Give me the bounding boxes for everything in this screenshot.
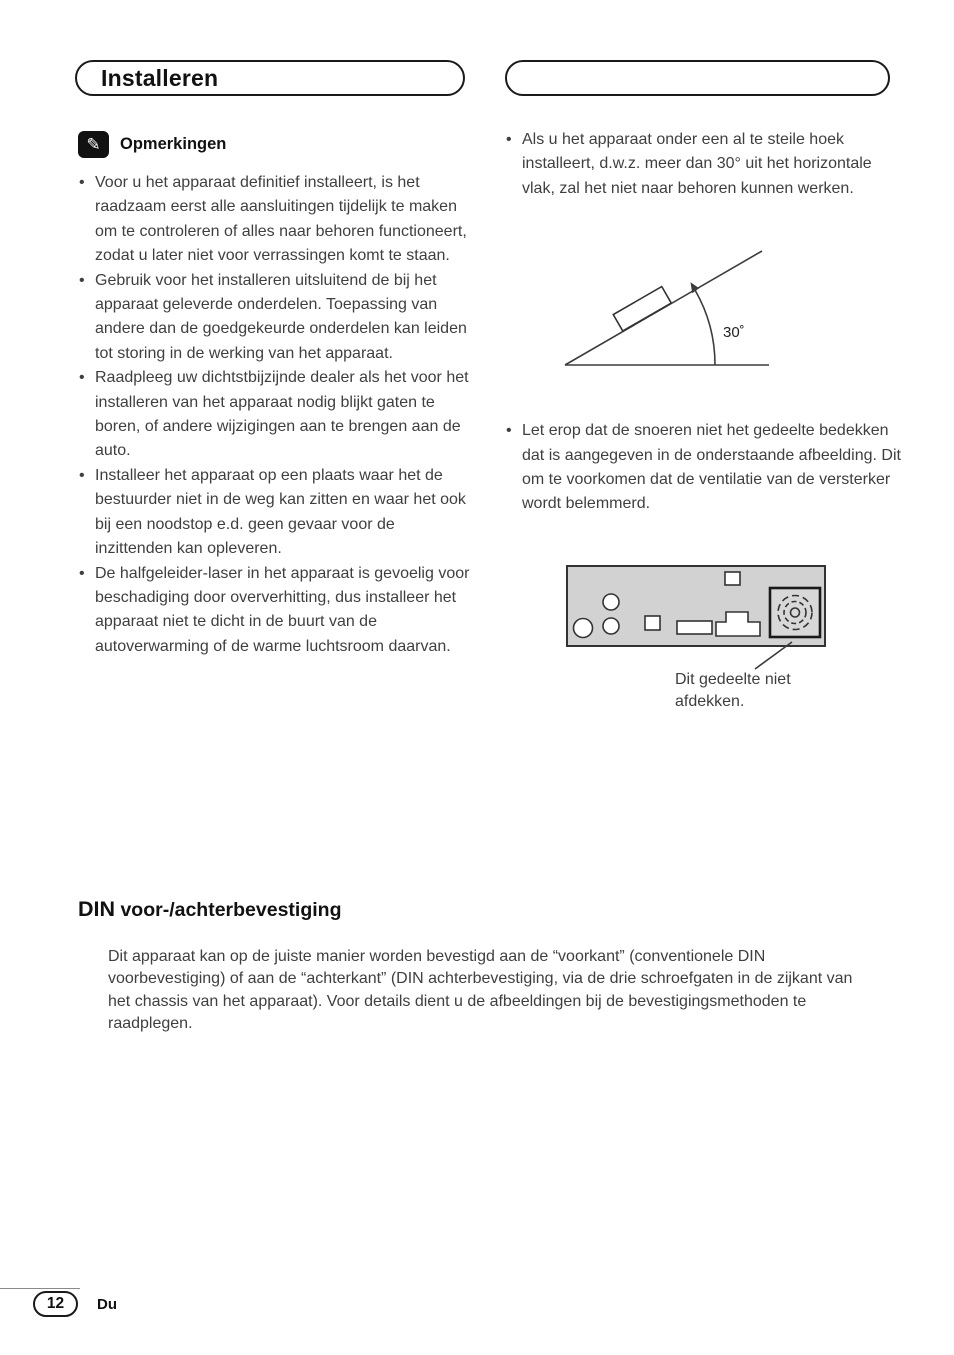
connector-round-2 xyxy=(603,618,619,634)
page-number: 12 xyxy=(46,1295,65,1312)
empty-title-box xyxy=(505,60,890,96)
right-column xyxy=(505,128,901,713)
notes-header xyxy=(78,131,474,158)
din-title-strong: DIN xyxy=(78,897,116,921)
notes-list-continued xyxy=(505,128,901,201)
angle-arc xyxy=(695,290,715,365)
din-section-title xyxy=(78,897,878,922)
connector-round-3 xyxy=(574,618,593,637)
left-column xyxy=(78,131,474,659)
list-item: • Installeer het apparaat op een plaats waar het de bestuurder niet in de weg kan zitten en waar het ook bij een noodstop e.d. geen gevaar voor de inzittenden kan opleveren. xyxy=(78,464,474,562)
pencil-note-icon: ✎ xyxy=(78,131,109,158)
notes-list xyxy=(78,171,474,659)
list-item: • Raadpleeg uw dichtstbijzijnde dealer als het voor het installeren van het apparaat nodig blijkt gaten te boren, of andere wijzigingen aan te brengen aan de auto. xyxy=(78,366,474,464)
connector-square-small xyxy=(645,616,660,630)
notes-list-continued-2 xyxy=(505,419,901,517)
angle-label: 30˚ xyxy=(723,324,745,342)
connector-square-top xyxy=(725,572,740,585)
connector-rect-wide xyxy=(677,621,712,634)
list-item: • De halfgeleider-laser in het apparaat is gevoelig voor beschadiging door oververhitting, dus installeer het apparaat niet te dicht in de buurt van de autoverwarming of de warme luchtsroom daarvan. xyxy=(78,562,474,660)
language-code: Du xyxy=(97,1296,117,1313)
list-item: • Let erop dat de snoeren niet het gedeelte bedekken dat is aangegeven in de onderstaande afbeelding. Dit om te voorkomen dat de ventilatie van de versterker wordt belemmerd. xyxy=(505,419,901,517)
notes-label: Opmerkingen xyxy=(120,135,227,153)
footer-rule xyxy=(0,1288,80,1289)
section-title-box xyxy=(75,60,465,96)
list-item: • Voor u het apparaat definitief installeert, is het raadzaam eerst alle aansluitingen tijdelijk te maken om te controleren of alles naar behoren functioneert, zodat u later niet voor verrassingen komt te staan. xyxy=(78,171,474,269)
head-unit-shape xyxy=(613,287,671,331)
list-item: • Gebruik voor het installeren uitsluitend de bij het apparaat geleverde onderdelen. Toepassing van andere dan de goedgekeurde onderdelen kan leiden tot storing in de werking van het apparaat. xyxy=(78,269,474,367)
connector-round-1 xyxy=(603,594,619,610)
mounting-angle-diagram xyxy=(557,241,787,373)
page-number-badge xyxy=(33,1291,78,1317)
rear-panel-diagram xyxy=(563,563,833,675)
vent-caption: Dit gedeelte niet afdekken. xyxy=(675,670,791,710)
page-title: Installeren xyxy=(101,64,219,91)
din-title-rest: voor-/achterbevestiging xyxy=(115,899,342,921)
list-item: • Als u het apparaat onder een al te steile hoek installeert, d.w.z. meer dan 30° uit het horizontale vlak, zal het niet naar behoren kunnen werken. xyxy=(505,128,901,201)
amplifier-vent-area xyxy=(770,588,820,637)
din-mounting-section xyxy=(78,897,878,1036)
din-section-body: Dit apparaat kan op de juiste manier worden bevestigd aan de “voorkant” (conventionele DIN voorbevestiging) of aan de “achterkant” (DIN achterbevestiging, via de drie schroefgaten in de zijkant van het chassis van het apparaat). Voor details dient u de afbeeldingen bij de bevestigingsmethoden te raadplegen. xyxy=(108,948,853,1033)
